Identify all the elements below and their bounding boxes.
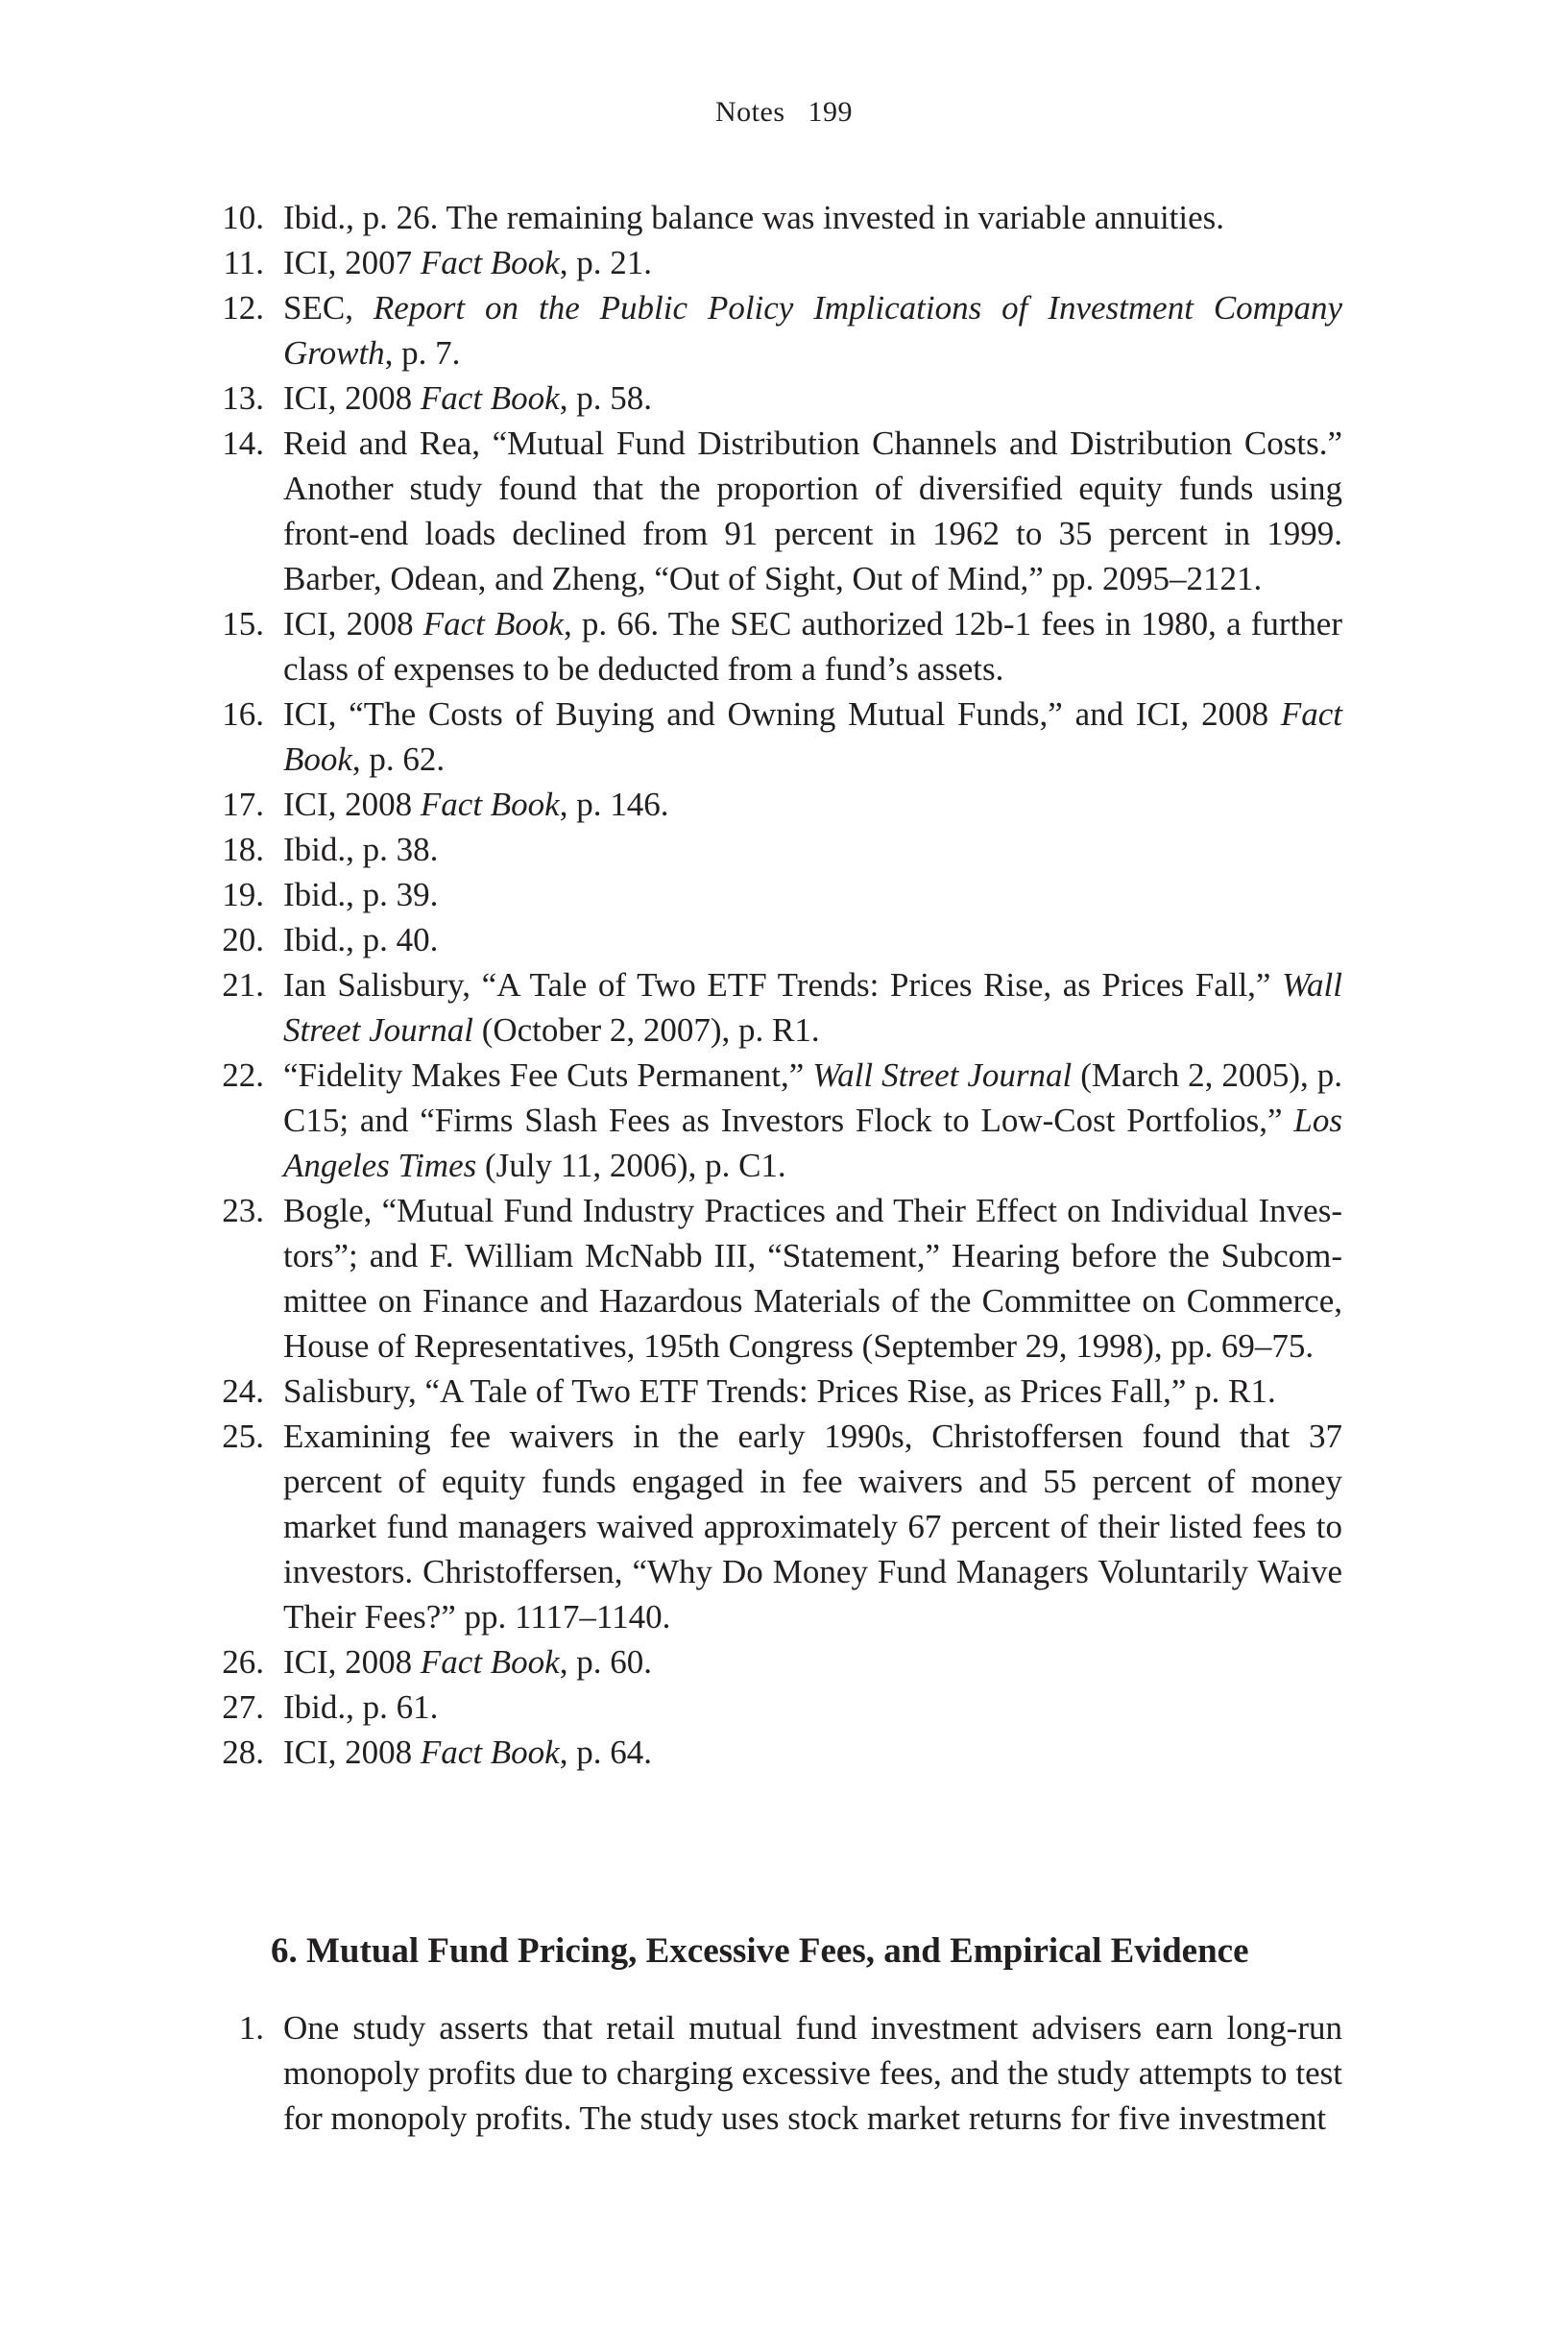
endnote-text	[283, 1643, 652, 1681]
endnote-text	[283, 605, 1342, 688]
endnote	[214, 1730, 1342, 1775]
chapter-heading: 6. Mutual Fund Pricing, Excessive Fees, and Empirical Evidence	[271, 1931, 1249, 1971]
endnote-text-run: (July 11, 2006), p. C1.	[476, 1147, 786, 1184]
endnote-number: 10.	[222, 199, 264, 236]
endnote-text	[283, 966, 1342, 1049]
endnote	[214, 962, 1342, 1053]
endnote-italic-title: Fact Book	[422, 605, 564, 643]
endnote-number: 25.	[222, 1418, 264, 1455]
endnote-number: 14.	[222, 424, 264, 462]
endnote	[214, 240, 1342, 285]
endnote-italic-title: Report on the Public Policy Implications of Investment Company Growth	[283, 289, 1342, 372]
running-head-title: Notes	[715, 96, 785, 128]
running-head	[0, 96, 1568, 129]
endnote-text-run: Ibid., p. 38.	[283, 831, 439, 868]
endnote-number: 21.	[222, 966, 264, 1004]
chapter-notes-list	[214, 2005, 1342, 2141]
endnote-text	[283, 831, 438, 868]
endnote-text-run: Salisbury, “A Tale of Two ETF Trends: Prices Rise, as Prices Fall,” p. R1.	[283, 1372, 1276, 1410]
endnote-number: 15.	[222, 605, 264, 643]
endnote	[214, 285, 1342, 376]
endnote-text-run: , p. 60.	[559, 1643, 652, 1681]
endnote-text	[283, 289, 1342, 372]
endnote	[214, 1188, 1342, 1369]
endnote-text	[283, 1372, 1276, 1410]
endnote-italic-title: Fact Book	[283, 695, 1342, 778]
endnote	[214, 1414, 1342, 1639]
endnote	[214, 1053, 1342, 1188]
endnote-italic-title: Fact Book	[420, 1643, 560, 1681]
endnote-italic-title: Los Angeles Times	[283, 1102, 1342, 1184]
endnote	[214, 421, 1342, 601]
endnote-number: 26.	[222, 1643, 264, 1681]
endnote	[214, 1369, 1342, 1414]
endnote	[214, 1685, 1342, 1730]
endnote-text-run: SEC,	[283, 289, 374, 327]
endnote-text-run: “Fidelity Makes Fee Cuts Permanent,”	[283, 1056, 813, 1094]
endnote	[214, 376, 1342, 421]
endnote-text-run: Examining fee waivers in the early 1990s, Christoffersen found that 37 percent of equity funds engaged in fee waivers and 55 percent of money market fund managers waived approximately 67 percent of their listed fees to investors. Christoffersen, “Why Do Money Fund Managers Voluntarily Waive Their Fees?” pp. 1117–1140.	[283, 1418, 1342, 1636]
endnote-italic-title: Wall Street Journal	[812, 1056, 1073, 1094]
endnote-text	[283, 1418, 1342, 1636]
endnote-text-run: ICI, 2008	[283, 605, 423, 643]
endnote-number: 27.	[222, 1688, 264, 1726]
endnote-number: 17.	[222, 786, 264, 823]
endnote-text	[283, 876, 438, 913]
endnote	[214, 1639, 1342, 1685]
endnote-italic-title: Fact Book	[420, 1734, 560, 1771]
endnote-text-run: ICI, 2007	[283, 244, 421, 281]
endnote	[214, 827, 1342, 872]
endnote-italic-title: Fact Book	[420, 379, 560, 417]
endnote-text-run: Bogle, “Mutual Fund Industry Practices and Their Effect on Individual Investors”; and F. William McNabb III, “Statement,” Hearing before the Subcommittee on Finance and Hazardous Materials of the Committee on Commerce, House of Representatives, 195th Congress (September 29, 1998), pp. 69–75.	[283, 1192, 1342, 1365]
endnote-text-run: Ian Salisbury, “A Tale of Two ETF Trends: Prices Rise, as Prices Fall,”	[283, 966, 1283, 1004]
endnote-number: 22.	[222, 1056, 264, 1094]
endnote-text-run: Ibid., p. 40.	[283, 921, 439, 958]
endnote-number: 23.	[222, 1192, 264, 1229]
endnote-text	[283, 379, 652, 417]
endnote-text-run: ICI, 2008	[283, 786, 421, 823]
endnote-text-run: , p. 21.	[559, 244, 652, 281]
endnote-text-run: Ibid., p. 61.	[283, 1688, 439, 1726]
endnote-number: 12.	[222, 289, 264, 327]
endnote-text-run: Ibid., p. 39.	[283, 876, 439, 913]
endnote-number: 11.	[223, 244, 264, 281]
endnote-text-run: , p. 66. The SEC authorized 12b-1 fees in 1980, a further class of expenses to be deducted from a fund’s assets.	[283, 605, 1343, 688]
endnote-number: 13.	[222, 379, 264, 417]
endnote-text-run: , p. 64.	[559, 1734, 652, 1771]
endnote-italic-title: Wall Street Journal	[283, 966, 1342, 1049]
endnote-number: 16.	[222, 695, 264, 733]
endnote-text-run: ICI, “The Costs of Buying and Owning Mutual Funds,” and ICI, 2008	[283, 695, 1281, 733]
endnote	[214, 195, 1342, 240]
endnote	[214, 782, 1342, 827]
endnote-text	[283, 786, 668, 823]
endnote-text-run: , p. 58.	[559, 379, 652, 417]
endnote-number: 18.	[222, 831, 264, 868]
endnote-text	[283, 921, 438, 958]
endnote-text-run: ICI, 2008	[283, 1734, 421, 1771]
page-number: 199	[808, 96, 853, 128]
endnote-number: 28.	[222, 1734, 264, 1771]
endnote-text	[283, 1734, 652, 1771]
endnote-text	[283, 2009, 1342, 2137]
endnote-number: 1.	[238, 2009, 264, 2047]
endnote-text-run: Ibid., p. 26. The remaining balance was invested in variable annuities.	[283, 199, 1225, 236]
endnote-text	[283, 695, 1342, 778]
endnote	[214, 917, 1342, 962]
endnote-text	[283, 1688, 438, 1726]
endnote-text	[283, 1056, 1342, 1184]
endnote	[214, 691, 1342, 782]
notes-list	[214, 195, 1342, 1775]
endnote-text-run: Reid and Rea, “Mutual Fund Distribution Channels and Distribution Costs.” Another study found that the proportion of diversified equity funds using front-end loads declined from 91 percent in 1962 to 35 percent in 1999. Barber, Odean, and Zheng, “Out of Sight, Out of Mind,” pp. 2095–2121.	[283, 424, 1342, 597]
endnote-text	[283, 424, 1342, 597]
endnote-text-run: (October 2, 2007), p. R1.	[472, 1011, 820, 1049]
endnote-number: 24.	[222, 1372, 264, 1410]
endnote-text	[283, 1192, 1342, 1365]
endnote-text	[283, 199, 1224, 236]
endnote-text-run: ICI, 2008	[283, 379, 421, 417]
endnote-text-run: , p. 146.	[559, 786, 669, 823]
endnote	[214, 2005, 1342, 2141]
endnote-text-run: ICI, 2008	[283, 1643, 421, 1681]
endnote-text-run: (March 2, 2005), p. C15; and “Firms Slash Fees as Investors Flock to Low-Cost Portfolios,”	[283, 1056, 1342, 1139]
endnote-italic-title: Fact Book	[420, 244, 560, 281]
endnote-text-run: , p. 7.	[384, 334, 461, 372]
endnote	[214, 872, 1342, 917]
endnote-text-run: , p. 62.	[351, 740, 446, 778]
endnote-number: 19.	[222, 876, 264, 913]
endnote-italic-title: Fact Book	[420, 786, 560, 823]
endnote-text-run: One study asserts that retail mutual fund investment advisers earn long-run monopoly profits due to charging excessive fees, and the study attempts to test for monopoly profits. The study uses stock market returns for five investment	[283, 2009, 1342, 2137]
endnote-number: 20.	[222, 921, 264, 958]
endnote-text	[283, 244, 652, 281]
endnote	[214, 601, 1342, 691]
